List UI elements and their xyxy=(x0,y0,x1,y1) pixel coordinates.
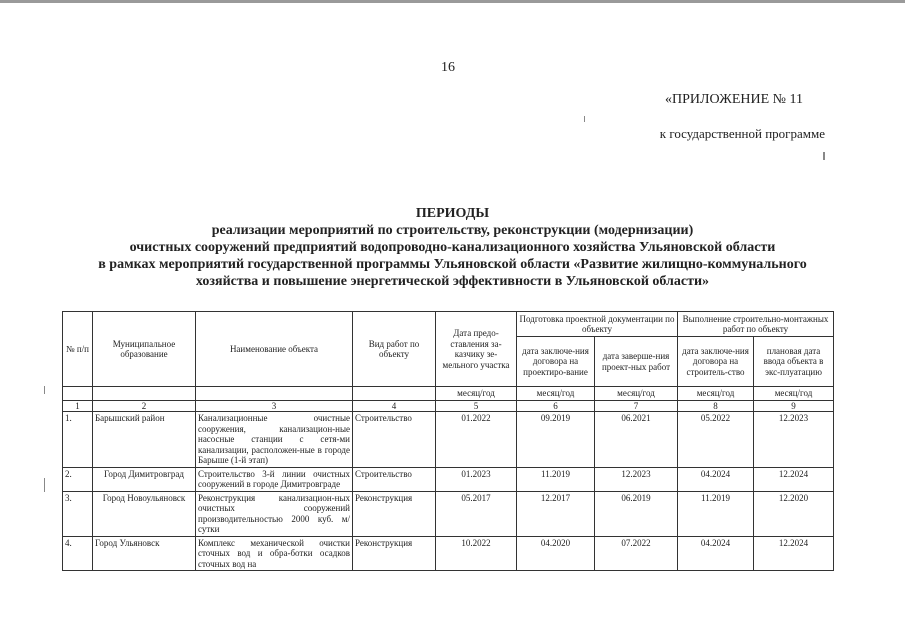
header-design-group: Подготовка проектной документации по объекту xyxy=(517,312,678,337)
unit-label: месяц/год xyxy=(436,387,517,401)
title-line: в рамках мероприятий государственной программы Ульяновской области «Развитие жилищно-коммунального xyxy=(98,257,807,272)
row-construction-contract: 05.2022 xyxy=(678,412,754,468)
unit-label: месяц/год xyxy=(678,387,754,401)
row-land-date: 05.2017 xyxy=(436,491,517,536)
row-design-finish: 07.2022 xyxy=(595,536,678,571)
header-land-date: Дата предо-ставления за-казчику зе-мельного участка xyxy=(436,312,517,387)
row-design-contract: 12.2017 xyxy=(517,491,595,536)
row-commissioning: 12.2020 xyxy=(754,491,834,536)
header-work-type: Вид работ по объекту xyxy=(353,312,436,387)
column-number: 8 xyxy=(678,400,754,412)
row-design-contract: 04.2020 xyxy=(517,536,595,571)
row-commissioning: 12.2024 xyxy=(754,536,834,571)
row-work-type: Строительство xyxy=(353,467,436,491)
row-commissioning: 12.2024 xyxy=(754,467,834,491)
row-num: 2. xyxy=(63,467,93,491)
table-row xyxy=(63,467,834,491)
row-land-date: 01.2022 xyxy=(436,412,517,468)
row-municipality: Город Новоульяновск xyxy=(93,491,196,536)
header-construction-group: Выполнение строительно-монтажных работ по объекту xyxy=(678,312,834,337)
row-design-finish: 06.2019 xyxy=(595,491,678,536)
scan-mark xyxy=(44,478,45,492)
unit-label: месяц/год xyxy=(595,387,678,401)
title-line: хозяйства и повышение энергетической эффективности в Ульяновской области» xyxy=(195,274,710,289)
column-number: 6 xyxy=(517,400,595,412)
header-construction-contract: дата заключе-ния договора на строитель-ство xyxy=(678,337,754,387)
column-number: 2 xyxy=(93,400,196,412)
title-line: ПЕРИОДЫ xyxy=(415,206,490,221)
appendix-subtitle: к государственной программе xyxy=(659,126,825,141)
row-commissioning: 12.2023 xyxy=(754,412,834,468)
table-row xyxy=(63,412,834,468)
row-design-contract: 09.2019 xyxy=(517,412,595,468)
column-number: 3 xyxy=(196,400,353,412)
row-land-date: 01.2023 xyxy=(436,467,517,491)
header-design-finish: дата заверше-ния проект-ных работ xyxy=(595,337,678,387)
row-object: Строительство 3-й линии очистных сооружений в городе Димитровграде xyxy=(196,467,353,491)
row-municipality: Барышский район xyxy=(93,412,196,468)
scan-mark xyxy=(584,116,585,122)
row-design-finish: 12.2023 xyxy=(595,467,678,491)
row-construction-contract: 04.2024 xyxy=(678,536,754,571)
row-municipality: Город Ульяновск xyxy=(93,536,196,571)
row-work-type: Строительство xyxy=(353,412,436,468)
row-work-type: Реконструкция xyxy=(353,536,436,571)
table-row xyxy=(63,536,834,571)
header-municipality: Муниципальное образование xyxy=(93,312,196,387)
column-number: 4 xyxy=(353,400,436,412)
column-number: 7 xyxy=(595,400,678,412)
row-design-contract: 11.2019 xyxy=(517,467,595,491)
scan-edge xyxy=(0,0,905,3)
row-object: Реконструкция канализацион-ных очистных сооружений производительностью 2000 куб. м/сутки xyxy=(196,491,353,536)
row-work-type: Реконструкция xyxy=(353,491,436,536)
row-object: Комплекс механической очистки сточных вод и обра-ботки осадков сточных вод на xyxy=(196,536,353,571)
row-num: 3. xyxy=(63,491,93,536)
title-line: очистных сооружений предприятий водопроводно-канализационного хозяйства Ульяновской области xyxy=(129,240,776,255)
column-number: 9 xyxy=(754,400,834,412)
scan-mark xyxy=(44,386,45,394)
row-land-date: 10.2022 xyxy=(436,536,517,571)
row-design-finish: 06.2021 xyxy=(595,412,678,468)
row-num: 4. xyxy=(63,536,93,571)
page-number: 16 xyxy=(441,60,455,75)
header-num: № п/п xyxy=(63,312,93,387)
row-construction-contract: 11.2019 xyxy=(678,491,754,536)
title-line: реализации мероприятий по строительству, реконструкции (модернизации) xyxy=(211,223,694,238)
column-number: 5 xyxy=(436,400,517,412)
table-row xyxy=(63,491,834,536)
document-title xyxy=(0,205,905,290)
unit-label: месяц/год xyxy=(517,387,595,401)
row-municipality: Город Димитровград xyxy=(93,467,196,491)
unit-label: месяц/год xyxy=(754,387,834,401)
periods-table xyxy=(62,311,834,571)
appendix-label: «ПРИЛОЖЕНИЕ № 11 xyxy=(665,92,803,107)
header-design-contract: дата заключе-ния договора на проектиро-вание xyxy=(517,337,595,387)
column-number: 1 xyxy=(63,400,93,412)
row-construction-contract: 04.2024 xyxy=(678,467,754,491)
header-object: Наименование объекта xyxy=(196,312,353,387)
scan-mark xyxy=(823,152,825,160)
row-object: Канализационные очистные сооружения, канализацион-ные насосные станции с сетя-ми канализации, расположен-ные в городе Барыше (1-й этап) xyxy=(196,412,353,468)
header-commissioning: плановая дата ввода объекта в экс-плуатацию xyxy=(754,337,834,387)
row-num: 1. xyxy=(63,412,93,468)
